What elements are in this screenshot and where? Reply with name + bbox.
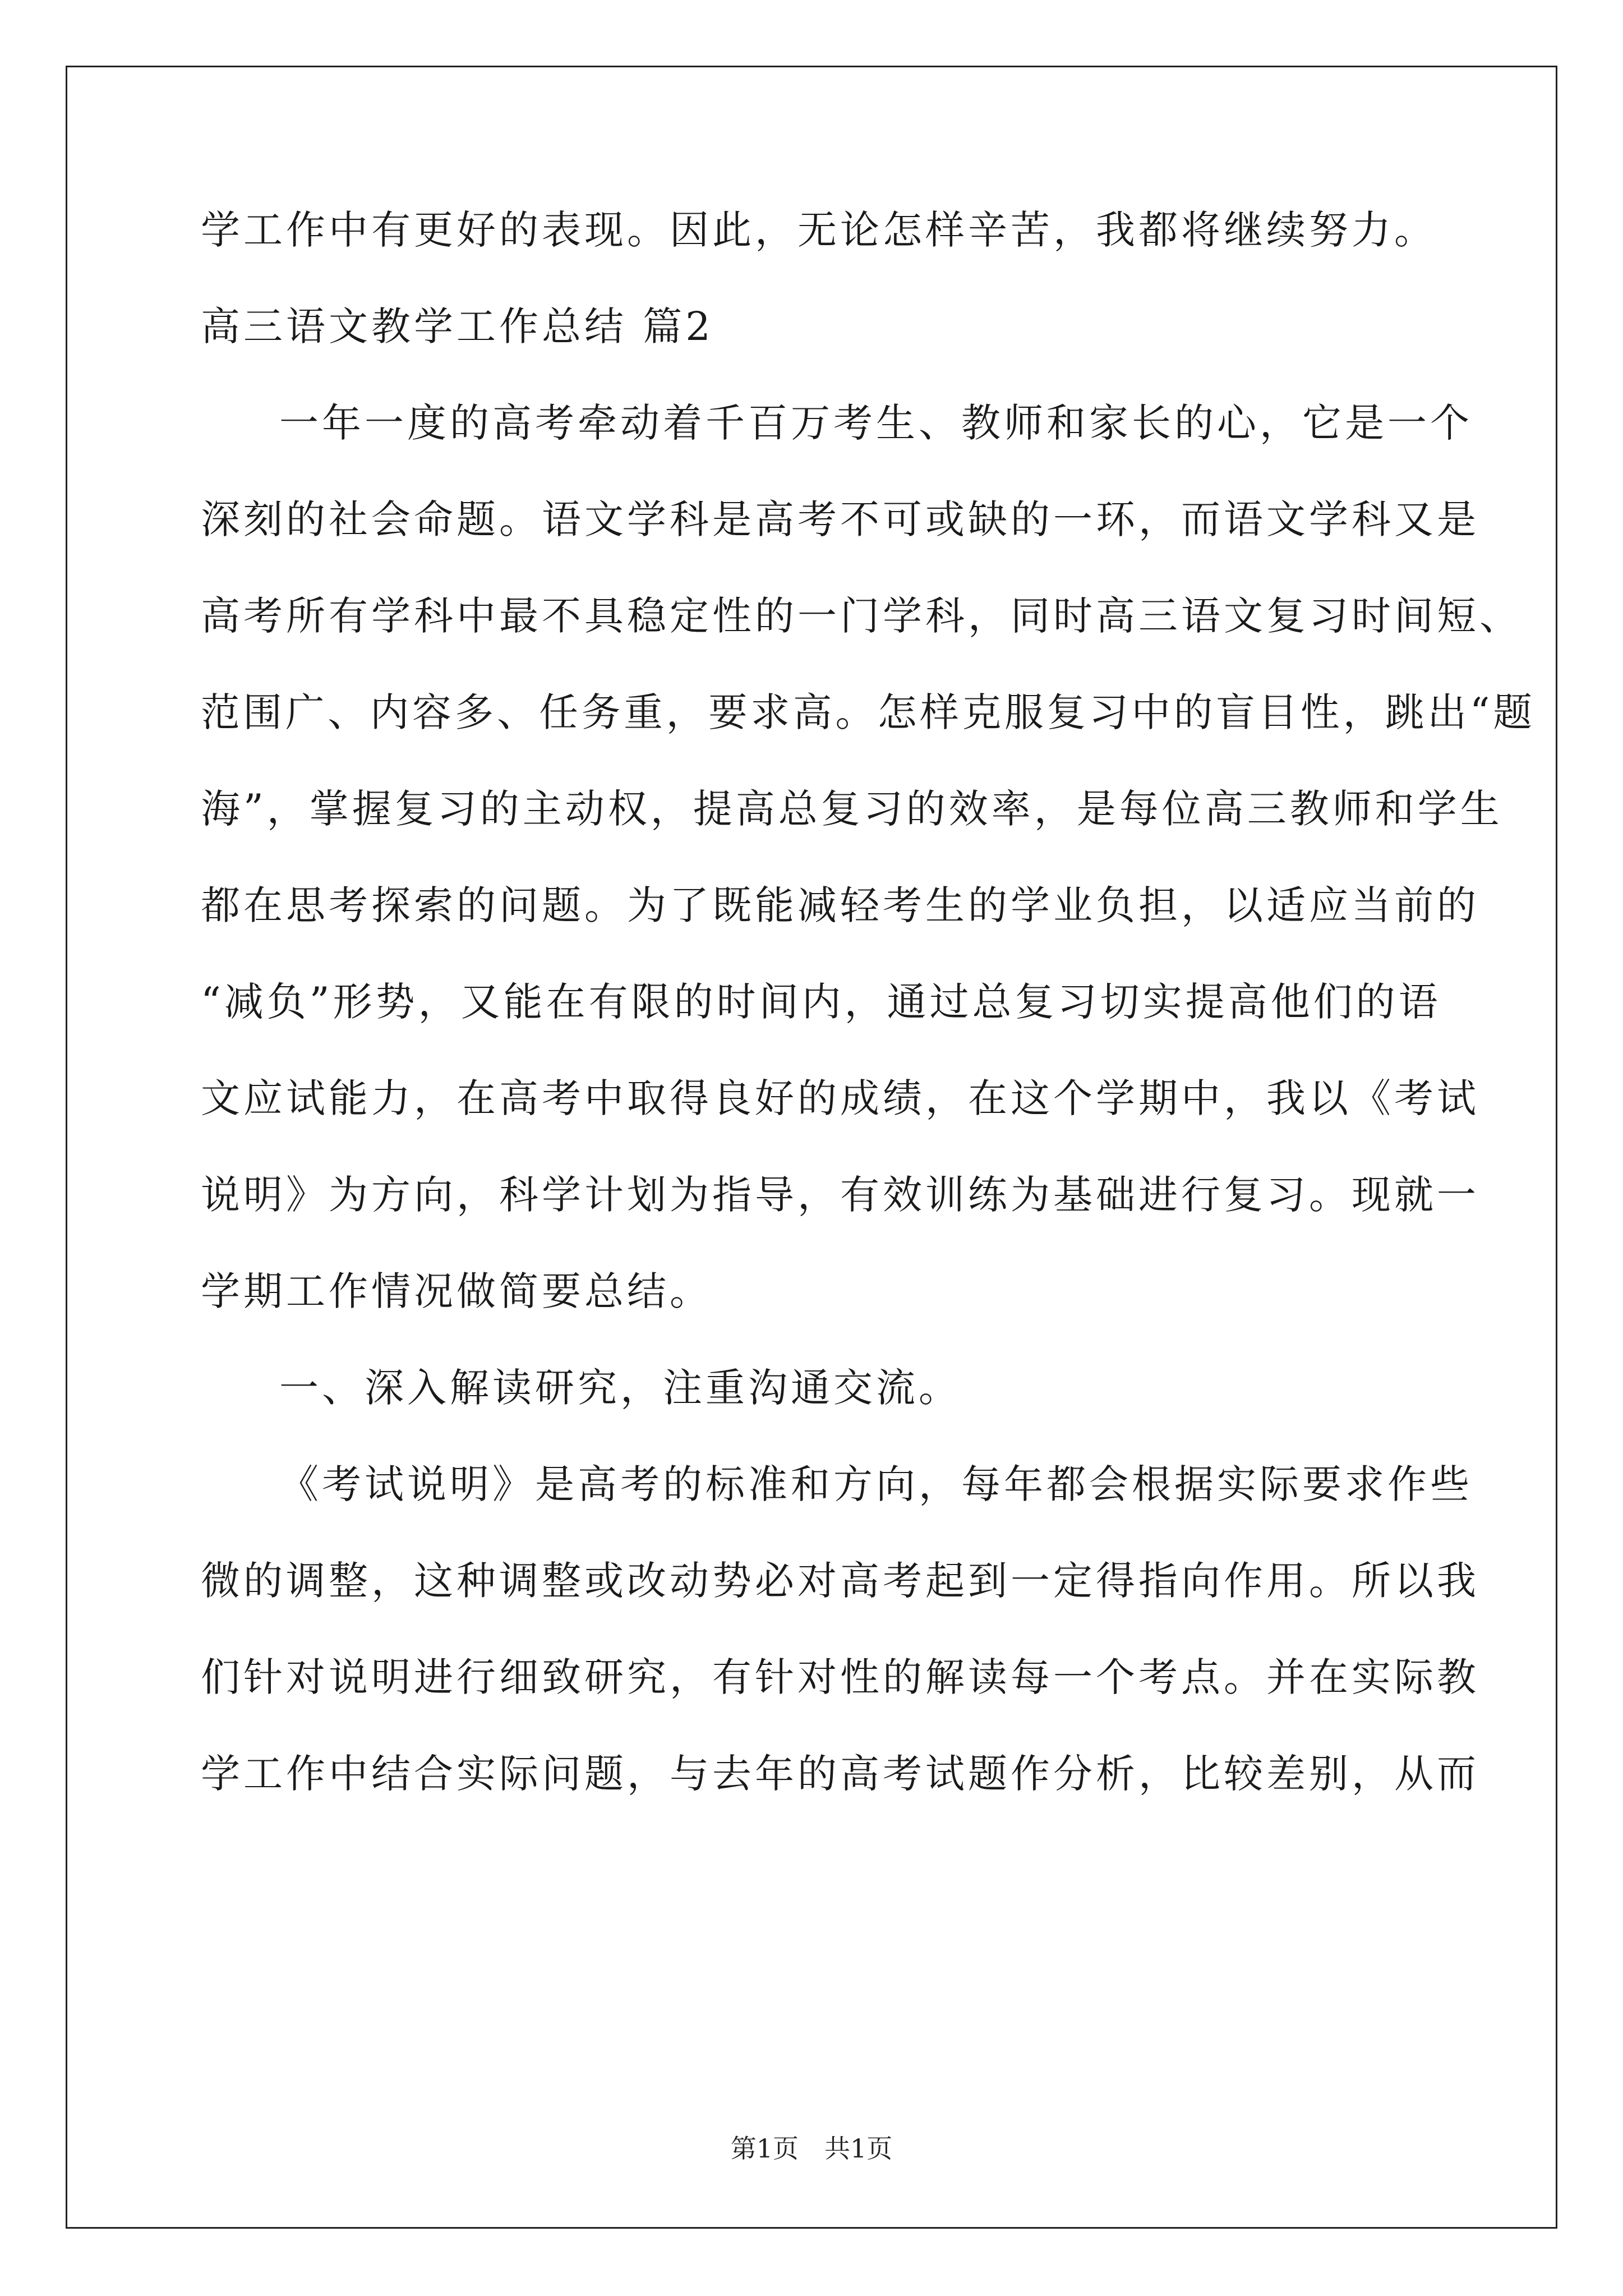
- text-line: “减负”形势，又能在有限的时间内，通过总复习切实提高他们的语: [201, 979, 1441, 1025]
- text-line: 学工作中结合实际问题，与去年的高考试题作分析，比较差别，从而: [201, 1751, 1479, 1797]
- text-line: 们针对说明进行细致研究，有针对性的解读每一个考点。并在实际教: [201, 1654, 1479, 1700]
- text-line: 微的调整，这种调整或改动势必对高考起到一定得指向作用。所以我: [201, 1558, 1479, 1604]
- text-line: 一年一度的高考牵动着千百万考生、教师和家长的心，它是一个: [279, 400, 1473, 446]
- text-line: 文应试能力，在高考中取得良好的成绩，在这个学期中，我以《考试: [201, 1075, 1479, 1121]
- text-line: 高考所有学科中最不具稳定性的一门学科，同时高三语文复习时间短、: [201, 593, 1522, 639]
- page-border: [66, 66, 1557, 2229]
- text-line: 都在思考探索的问题。为了既能减轻考生的学业负担，以适应当前的: [201, 882, 1479, 928]
- text-line: 《考试说明》是高考的标准和方向，每年都会根据实际要求作些: [279, 1461, 1473, 1507]
- text-line: 深刻的社会命题。语文学科是高考不可或缺的一环，而语文学科又是: [201, 496, 1479, 542]
- subheading-line: 一、深入解读研究，注重沟通交流。: [279, 1365, 961, 1411]
- page-number: 第1页 共1页: [730, 2133, 893, 2164]
- text-line: 说明》为方向，科学计划为指导，有效训练为基础进行复习。现就一: [201, 1172, 1479, 1218]
- text-line: 学工作中有更好的表现。因此，无论怎样辛苦，我都将继续努力。: [201, 207, 1437, 253]
- text-line: 范围广、内容多、任务重，要求高。怎样克服复习中的盲目性，跳出“题: [201, 689, 1536, 735]
- text-line: 海”，掌握复习的主动权，提高总复习的效率，是每位高三教师和学生: [201, 786, 1503, 832]
- section-heading: 高三语文教学工作总结 篇2: [201, 303, 714, 349]
- text-line: 学期工作情况做简要总结。: [201, 1268, 712, 1314]
